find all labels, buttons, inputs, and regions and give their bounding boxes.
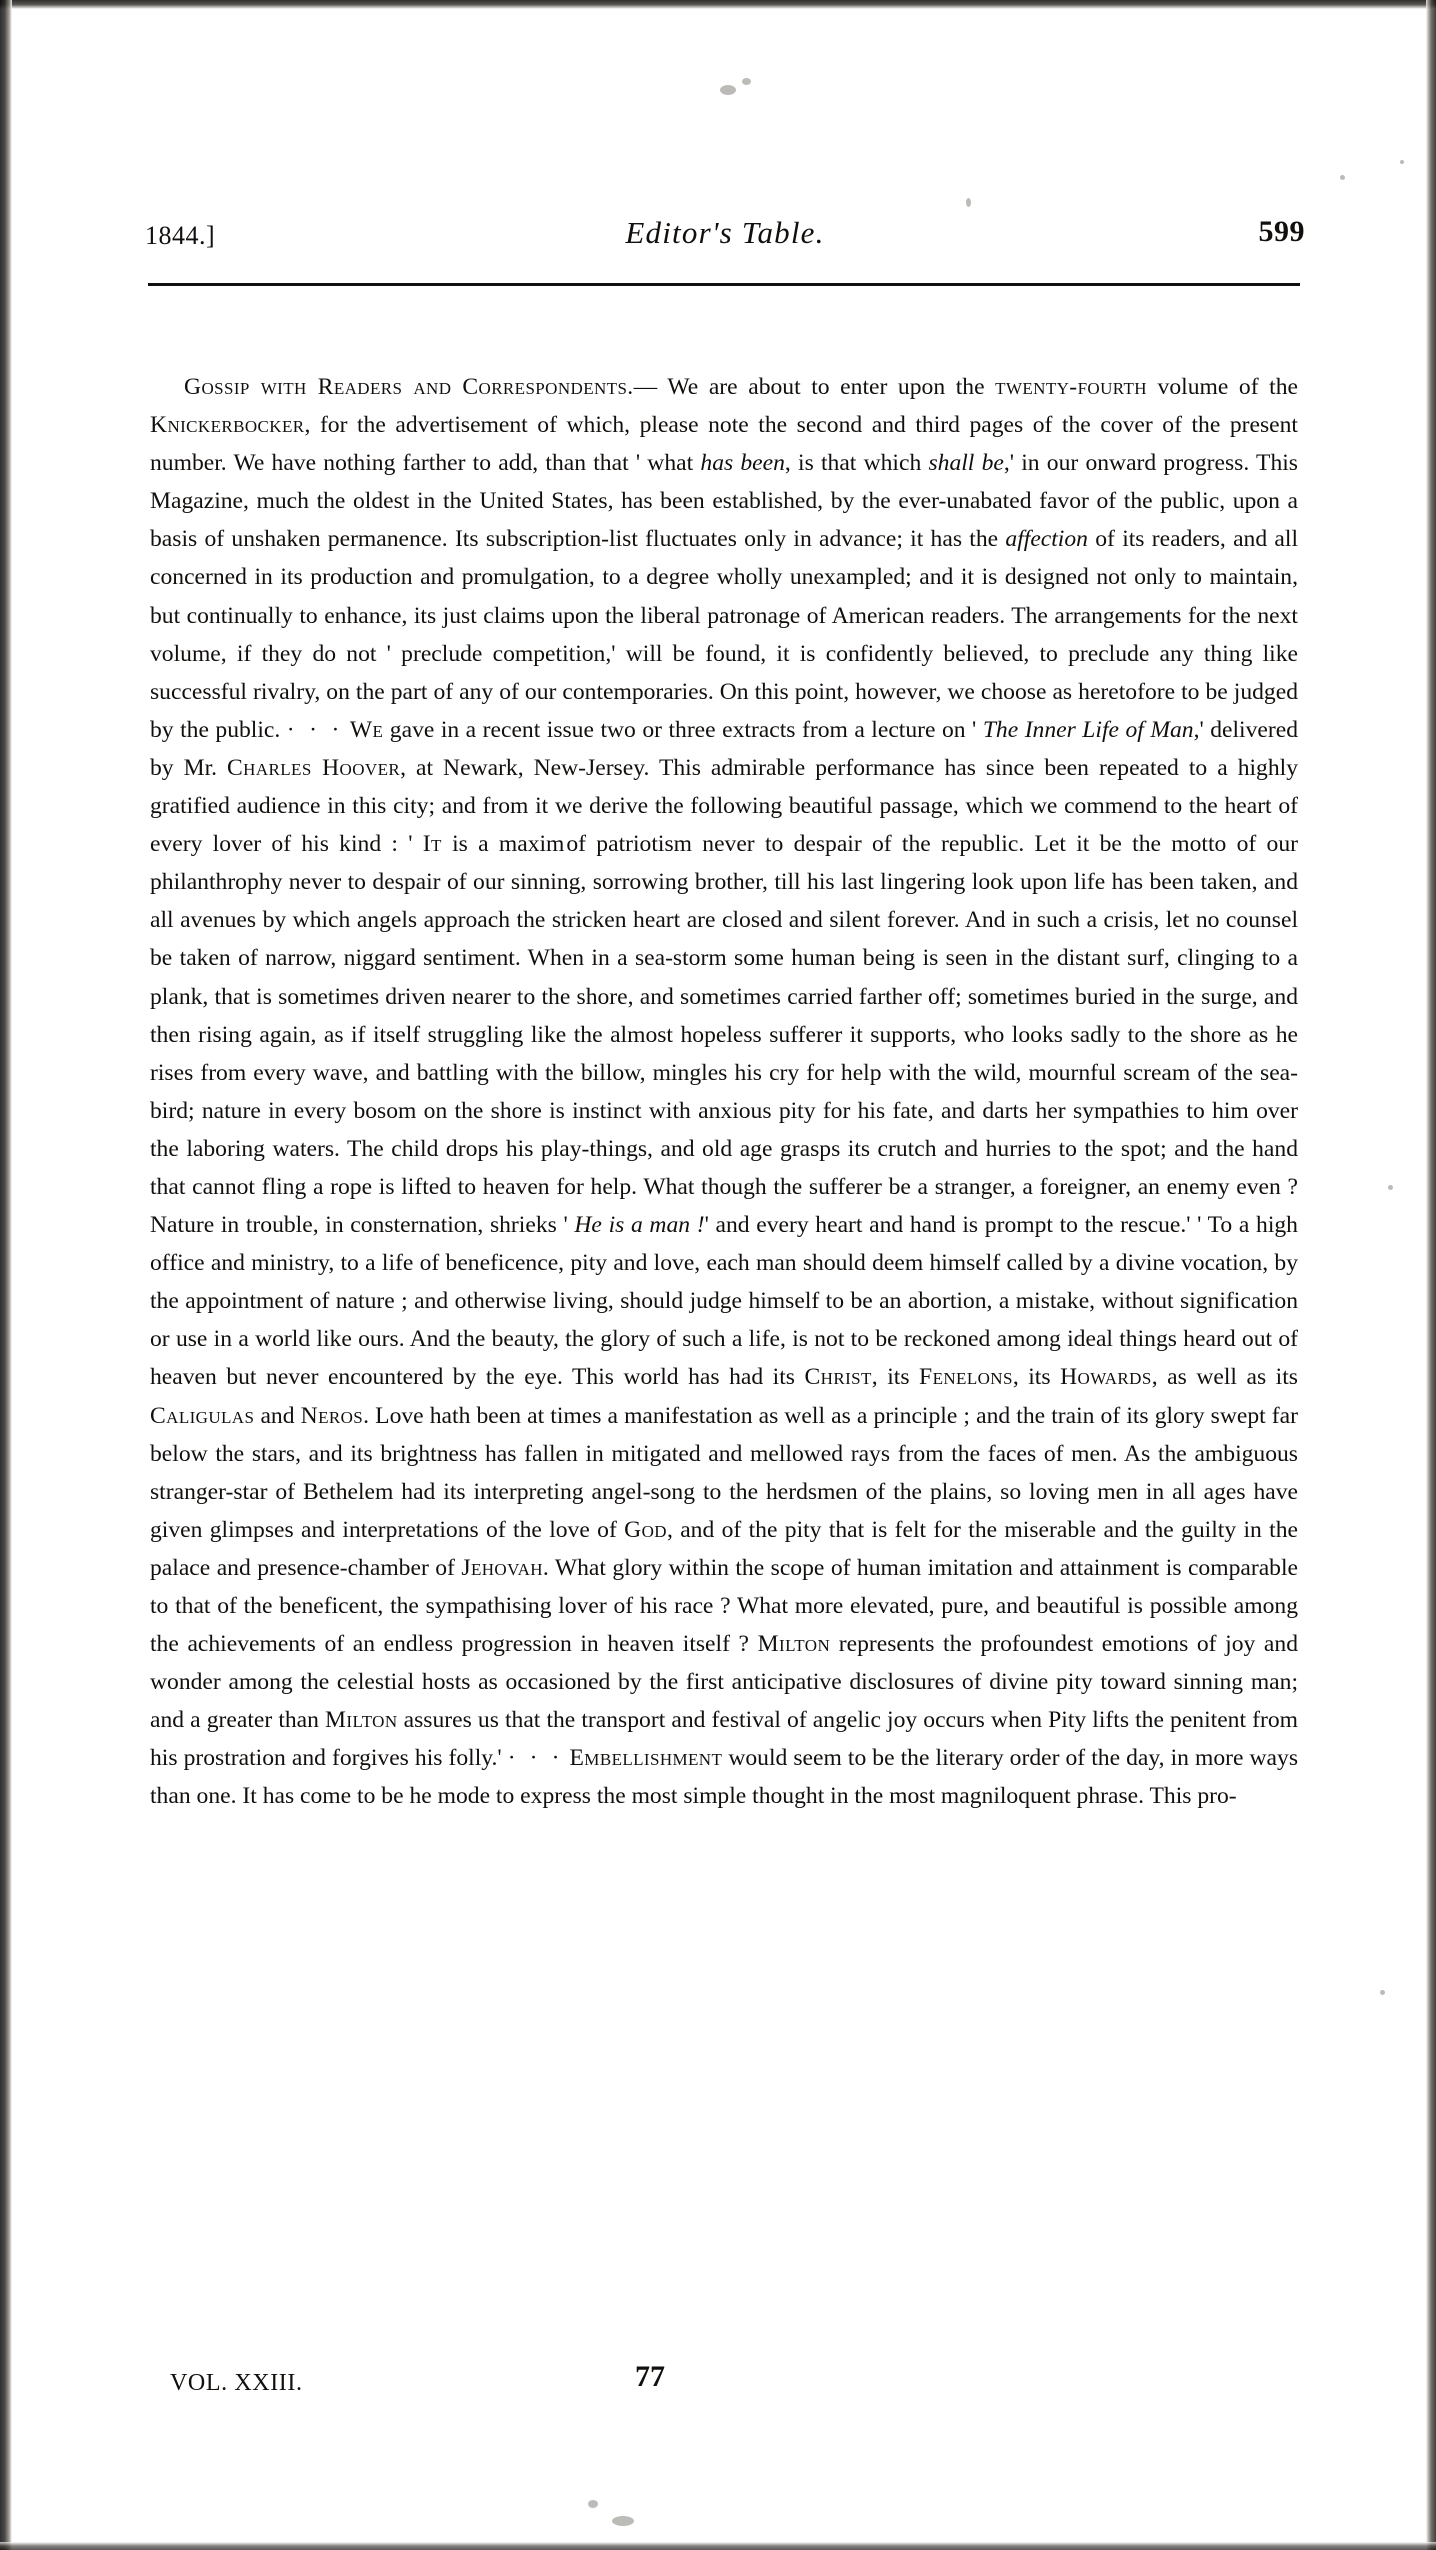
running-head xyxy=(145,215,1305,261)
scan-speck xyxy=(1380,1990,1385,1995)
page-title: Editor's Table. xyxy=(625,215,825,250)
scan-edge-right xyxy=(1426,0,1436,2550)
heading-dash: — xyxy=(633,374,658,400)
page-footer xyxy=(150,2360,1300,2404)
scan-speck xyxy=(612,2516,634,2526)
page-year: 1844.] xyxy=(145,221,216,250)
scan-speck xyxy=(966,198,971,207)
header-rule xyxy=(148,283,1300,286)
scan-speck xyxy=(720,85,736,95)
scan-edge-left xyxy=(0,0,12,2550)
scan-edge-bottom xyxy=(0,2542,1436,2550)
signature-mark: 77 xyxy=(635,2360,665,2393)
scan-speck xyxy=(588,2500,598,2508)
scan-speck xyxy=(1340,175,1345,180)
scan-speck xyxy=(1400,160,1404,164)
article-body xyxy=(150,368,1298,1816)
scan-speck xyxy=(742,78,751,85)
volume-label: VOL. XXIII. xyxy=(170,2370,303,2396)
article-paragraph: Gossip with Readers and Correspondents.— We are about to enter upon the twenty-fourth volume of the Knickerbocker, for the advertisement of which, please note the second and third pages of the cover of the present number. We have nothing farther to add, than that ' what has been, is that which shall be,' in our onward progress. This Magazine, much the oldest in the United States, has been established, by the ever-unabated favor of the public, upon a basis of unshaken permanence. Its subscription-list fluctuates only in advance; it has the affection of its readers, and all concerned in its production and promulgation, to a degree wholly unexampled; and it is designed not only to maintain, but continually to enhance, its just claims upon the liberal patronage of American readers. The arrangements for the next volume, if they do not ' preclude competition,' will be found, it is confidently believed, to preclude any thing like successful rivalry, on the part of any of our contemporaries. On this point, however, we choose as heretofore to be judged by the public. · · · We gave in a recent issue two or three extracts from a lecture on ' The Inner Life of Man,' delivered by Mr. Charles Hoover, at Newark, New-Jersey. This admirable performance has since been repeated to a highly gratified audience in this city; and from it we derive the following beautiful passage, which we commend to the heart of every lover of his kind : ' It is a maxim of patriotism never to despair of the republic. Let it be the motto of our philanthrophy never to despair of our sinning, sorrowing brother, till his last lingering look upon life has been taken, and all avenues by which angels approach the stricken heart are closed and silent forever. And in such a crisis, let no counsel be taken of narrow, niggard sentiment. When in a sea-storm some human being is seen in the distant surf, clinging to a plank, that is sometimes driven nearer to the shore, and sometimes carried farther off; sometimes buried in the surge, and then rising again, as if itself struggling like the almost hopeless sufferer it supports, who looks sadly to the shore as he rises from every wave, and battling with the billow, mingles his cry for help with the wild, mournful scream of the sea-bird; nature in every bosom on the shore is instinct with anxious pity for his fate, and darts her sympathies to him over the laboring waters. The child drops his play-things, and old age grasps its crutch and hurries to the spot; and the hand that cannot fling a rope is lifted to heaven for help. What though the sufferer be a stranger, a foreigner, an enemy even ? Nature in trouble, in consternation, shrieks ' He is a man !' and every heart and hand is prompt to the rescue.' ' To a high office and ministry, to a life of beneficence, pity and love, each man should deem himself called by a divine vocation, by the appointment of nature ; and otherwise living, should judge himself to be an abortion, a mistake, without signification or use in a world like ours. And the beauty, the glory of such a life, is not to be reckoned among ideal things heard out of heaven but never encountered by the eye. This world has had its Christ, its Fenelons, its Howards, as well as its Caligulas and Neros. Love hath been at times a manifestation as well as a principle ; and the train of its glory swept far below the stars, and its brightness has fallen in mitigated and mellowed rays from the faces of men. As the ambiguous stranger-star of Bethelem had its interpreting angel-song to the herdsmen of the plains, so loving men in all ages have given glimpses and interpretations of the love of God, and of the pity that is felt for the miserable and the guilty in the palace and presence-chamber of Jehovah. What glory within the scope of human imitation and attainment is comparable to that of the beneficent, the sympathising lover of his race ? What more elevated, pure, and beautiful is possible among the achievements of an endless progression in heaven itself ? Milton represents the profoundest emotions of joy and wonder among the celestial hosts as occasioned by the first anticipative disclosures of divine pity toward sinning man; and a greater than Milton assures us that the transport and festival of angelic joy occurs when Pity lifts the penitent from his prostration and forgives his folly.' · · · Embellishment would seem to be the literary order of the day, in more ways than one. It has come to be he mode to express the most simple thought in the most magniloquent phrase. This pro- xyxy=(150,374,1299,1810)
scan-edge-top xyxy=(0,0,1436,9)
page-number: 599 xyxy=(1258,215,1305,248)
article-heading: Gossip with Readers and Correspondents. xyxy=(184,374,634,400)
scan-speck xyxy=(1388,1185,1393,1190)
